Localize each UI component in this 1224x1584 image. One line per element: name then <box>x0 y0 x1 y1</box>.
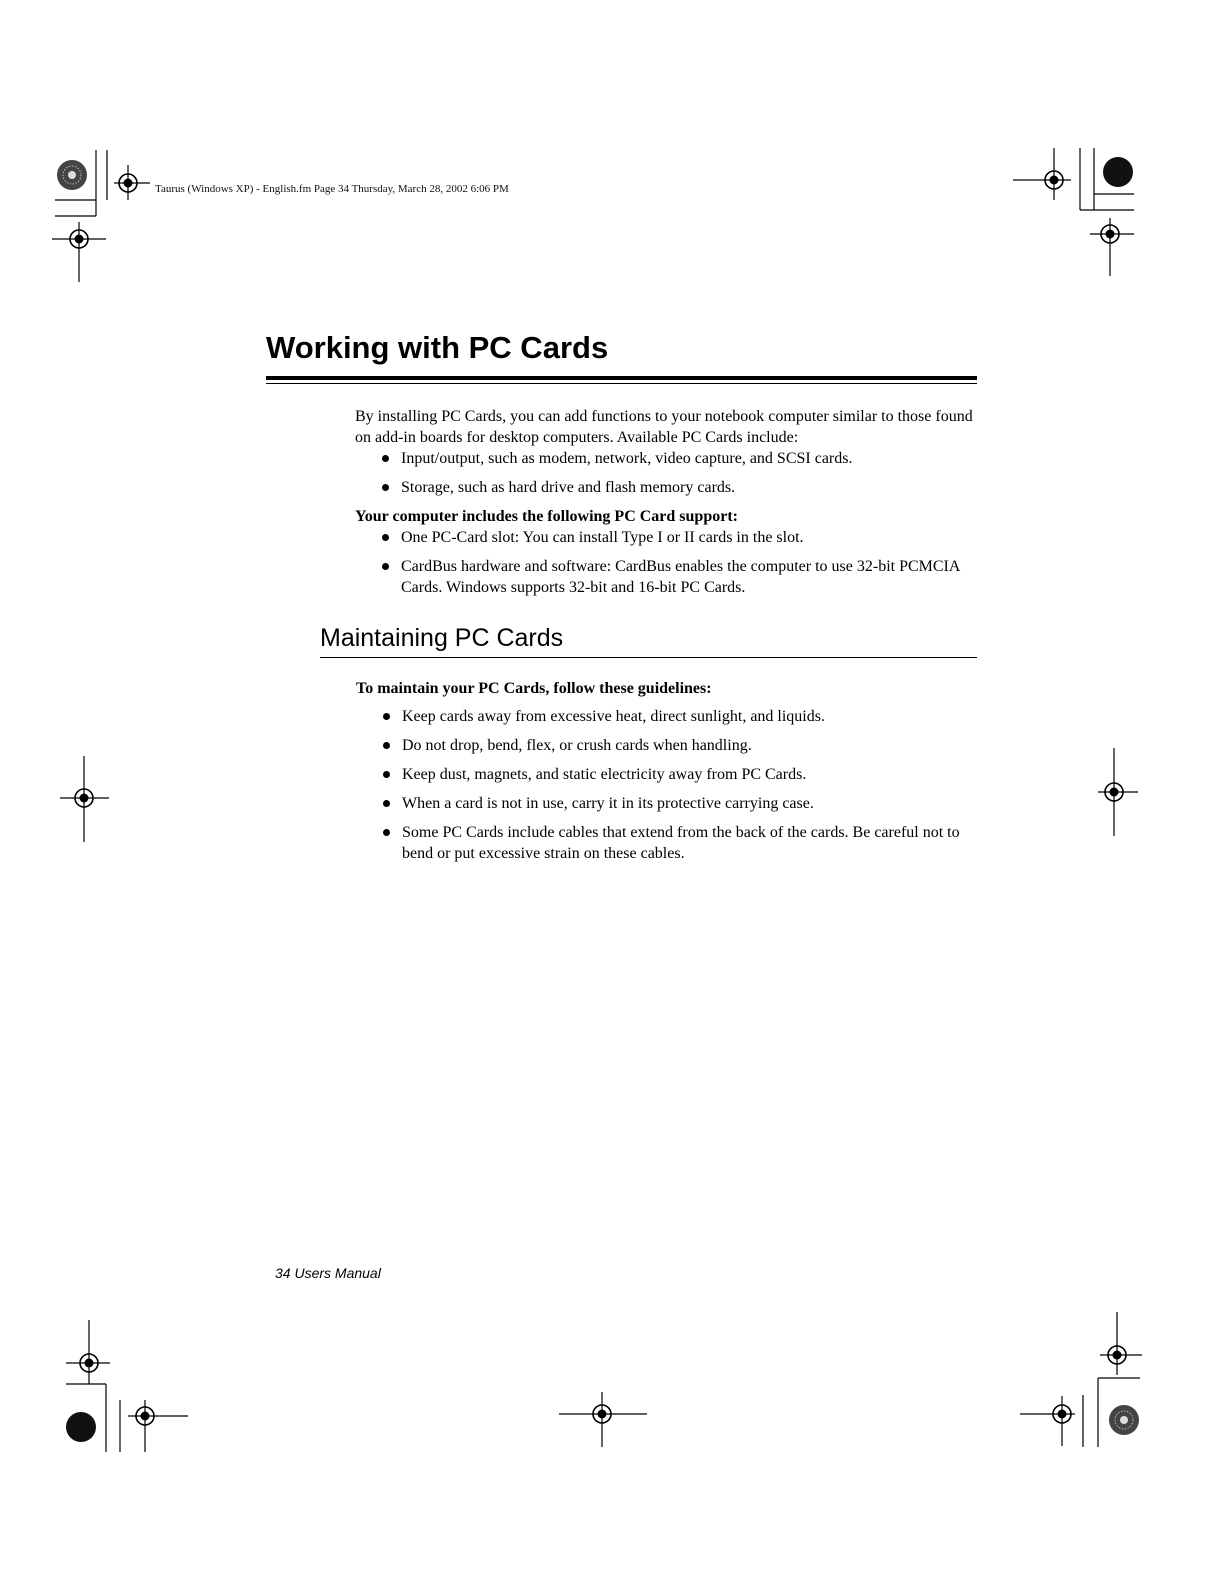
bullet-icon <box>382 484 389 491</box>
support-list <box>355 527 985 598</box>
bullet-icon <box>383 829 390 836</box>
maintaining-heading-block <box>320 624 980 653</box>
list-item: Some PC Cards include cables that extend from the back of the cards. Be careful not to bend or put excessive strain on these cables. <box>356 822 986 864</box>
guidelines-list <box>356 706 986 864</box>
bullet-icon <box>382 534 389 541</box>
page-footer: 34 Users Manual <box>275 1265 381 1281</box>
bullet-icon <box>382 455 389 462</box>
support-lead: Your computer includes the following PC Card support: <box>355 508 738 525</box>
section-rule <box>320 657 977 658</box>
section-heading: Maintaining PC Cards <box>320 624 564 652</box>
bullet-icon <box>383 713 390 720</box>
list-item: Do not drop, bend, flex, or crush cards when handling. <box>356 735 986 756</box>
maintaining-section <box>356 678 986 872</box>
title-rule <box>266 376 977 380</box>
list-item: Keep cards away from excessive heat, direct sunlight, and liquids. <box>356 706 986 727</box>
guidelines-lead: To maintain your PC Cards, follow these guidelines: <box>356 680 712 697</box>
bullet-icon <box>383 742 390 749</box>
intro-paragraph: By installing PC Cards, you can add functions to your notebook computer similar to those found on add-in boards for desktop computers. Available PC Cards include: <box>355 408 973 446</box>
intro-section <box>355 406 985 606</box>
page-title: Working with PC Cards <box>266 330 609 365</box>
card-types-list <box>355 448 985 498</box>
list-item: Storage, such as hard drive and flash memory cards. <box>355 477 985 498</box>
bullet-icon <box>382 563 389 570</box>
bullet-icon <box>383 800 390 807</box>
list-item: When a card is not in use, carry it in its protective carrying case. <box>356 793 986 814</box>
list-item: Input/output, such as modem, network, video capture, and SCSI cards. <box>355 448 985 469</box>
bullet-icon <box>383 771 390 778</box>
print-slug: Taurus (Windows XP) - English.fm Page 34 Thursday, March 28, 2002 6:06 PM <box>155 183 509 195</box>
list-item: CardBus hardware and software: CardBus enables the computer to use 32-bit PCMCIA Cards. Windows supports 32-bit and 16-bit PC Cards. <box>355 556 985 598</box>
list-item: One PC-Card slot: You can install Type I or II cards in the slot. <box>355 527 985 548</box>
list-item: Keep dust, magnets, and static electricity away from PC Cards. <box>356 764 986 785</box>
title-rule-thin <box>266 383 977 384</box>
